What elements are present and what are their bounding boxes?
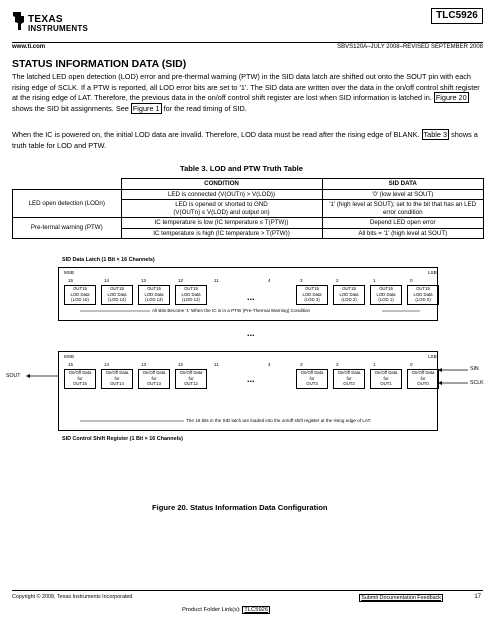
link-figure-20[interactable]: Figure 20 — [435, 93, 467, 102]
latch-cell-line: (LOD 12) — [182, 297, 200, 303]
bit-number: 1 — [373, 278, 376, 283]
bit-number: 0 — [410, 362, 413, 367]
part-number: TLC5926 — [431, 8, 483, 24]
shift-cell-line: On/Off Data — [105, 370, 129, 375]
bit-number: 2 — [336, 362, 339, 367]
row-ptw-label: Pre-termal warning (PTW) — [13, 218, 122, 239]
p1-text-c: for the read timing of SID. — [163, 103, 247, 113]
latch-cell-line: (LOD 0) — [415, 297, 431, 303]
sclk-arrow — [438, 381, 442, 385]
bit-number: 11 — [214, 362, 219, 367]
latch-lsb: LSB — [428, 270, 437, 275]
bit-number: 2 — [336, 278, 339, 283]
header-condition: CONDITION — [121, 179, 322, 190]
cell-lod-cond1: LED is connected (V(OUTn) > V(LOD)) — [121, 189, 322, 200]
shift-cell-line: for — [77, 375, 83, 381]
document-id: SBVS120A–JULY 2008–REVISED SEPTEMBER 2008 — [337, 44, 483, 50]
section-title: STATUS INFORMATION DATA (SID) — [12, 58, 187, 70]
shift-cell-line: for — [114, 375, 120, 381]
latch-cell-line: LOD Data — [413, 291, 433, 297]
figure-caption: Figure 20. Status Information Data Configuration — [152, 503, 328, 512]
cell-lod-cond2-b: (V(OUTn) ≤ V(LOD) and output on) — [173, 208, 270, 216]
bit-number: 3 — [300, 278, 303, 283]
shift-cell-line: OUT13 — [147, 381, 161, 387]
latch-cell-line: (LOD 15) — [71, 297, 89, 303]
latch-cell-line: OUT15 — [73, 286, 87, 291]
bit-number: 3 — [300, 362, 303, 367]
shift-cell-line: On/Off Data — [179, 370, 203, 375]
latch-title: SID Data Latch (1 Bit × 16 Channels) — [62, 257, 155, 263]
shift-cell-line: On/Off Data — [374, 370, 398, 375]
shift-cell-line: OUT12 — [184, 381, 198, 387]
shift-cell-line: for — [420, 375, 426, 381]
bit-number: 15 — [68, 278, 74, 283]
cell-ptw-cond2: IC temperature is high (IC temperature > T(PTW)) — [121, 228, 322, 239]
bit-number: 0 — [410, 278, 413, 283]
latch-cell-line: (LOD 13) — [145, 297, 163, 303]
latch-cell-line: OUT15 — [184, 286, 198, 291]
shift-cell-line: OUT1 — [380, 381, 392, 387]
latch-cell-line: LOD Data — [339, 291, 359, 297]
shift-cell-line: OUT15 — [73, 381, 87, 387]
bit-number: 4 — [268, 278, 271, 283]
shift-cell-line: OUT14 — [110, 381, 124, 387]
latch-cell-line: LOD Data — [107, 291, 127, 297]
bit-number: 15 — [68, 362, 74, 367]
load-note: The 16 bits in the SID latch are loaded into the on/off shift register at the rising edge of LAT. — [186, 418, 372, 423]
shift-cell-line: for — [188, 375, 194, 381]
link-table-3[interactable]: Table 3 — [423, 130, 448, 139]
latch-ellipsis: ... — [247, 292, 255, 302]
product-folder — [182, 607, 270, 613]
latch-cell-line: OUT15 — [342, 286, 356, 291]
logo-line1: TEXAS — [28, 14, 63, 25]
cell-lod-sid1: '0' (low level at SOUT) — [322, 189, 484, 200]
latch-cell-line: LOD Data — [144, 291, 164, 297]
shift-cell-line: On/Off Data — [142, 370, 166, 375]
latch-cell-line: (LOD 2) — [341, 297, 357, 303]
folder-link[interactable]: TLC5926 — [244, 607, 269, 613]
latch-cell-line: LOD Data — [181, 291, 201, 297]
latch-cell-line: LOD Data — [70, 291, 90, 297]
cell-ptw-cond1: IC temperature is low (IC temperature ≤ T(PTW)) — [121, 218, 322, 229]
latch-cell-line: (LOD 3) — [304, 297, 320, 303]
ptw-note: All Bits Become '1' When the IC is in a PTW (Pre-Thermal Warning) Condition — [152, 308, 311, 313]
sin-label: SIN — [470, 366, 479, 372]
shift-cell-line: OUT3 — [306, 381, 318, 387]
cell-ptw-sid2: All bits = '1' (high level at SOUT) — [322, 228, 484, 239]
folder-label: Product Folder Link(s): — [182, 607, 241, 613]
shift-cell-line: On/Off Data — [68, 370, 92, 375]
shift-title: SID Control Shift Register (1 Bit × 16 Channels) — [62, 436, 183, 442]
mid-ellipsis: ... — [247, 328, 255, 338]
shift-cell-line: On/Off Data — [411, 370, 435, 375]
latch-cell-line: LOD Data — [376, 291, 396, 297]
latch-cell-line: OUT15 — [379, 286, 393, 291]
sin-arrow — [438, 368, 442, 372]
p2-text-a: When the IC is powered on, the initial LOD data are invalid. Therefore, LOD data must be read after the rising edge of BLANK. — [12, 130, 420, 139]
footer-rule — [12, 590, 483, 591]
cell-ptw-sid1: Depend LED open error — [322, 218, 484, 229]
bit-number: 4 — [268, 362, 271, 367]
cell-lod-cond2-a: LED is opened or shorted to GND — [175, 201, 268, 208]
cell-lod-sid2: '1' (high level at SOUT); set to the bit that has an LED error condition — [322, 200, 484, 218]
latch-msb: MSB — [64, 270, 74, 275]
shift-ellipsis: ... — [247, 374, 255, 384]
bit-number: 11 — [214, 278, 219, 283]
table-caption: Table 3. LOD and PTW Truth Table — [180, 164, 303, 173]
latch-cell-line: LOD Data — [302, 291, 322, 297]
shift-cell-line: for — [383, 375, 389, 381]
sout-arrow — [26, 374, 30, 378]
logo-line2: INSTRUMENTS — [28, 24, 88, 33]
header-sid-data: SID DATA — [322, 179, 484, 190]
p1-text-a: The latched LED open detection (LOD) error and pre-thermal warning (PTW) in the SID data latch are shifted out onto the SOUT pin with each rising edge of SCLK. If a PTW is reported, all LOD error bits are set to '1'. The SID data are written over the data in the on/off control shift register at the rising edge of LAT. Therefore, the previous data in the on/off control shift register are lost when SID information is latched in. — [12, 72, 480, 102]
latch-cell-line: OUT15 — [305, 286, 319, 291]
link-figure-1[interactable]: Figure 1 — [132, 103, 160, 113]
shift-cell-line: OUT0 — [417, 381, 429, 387]
bit-number: 13 — [141, 362, 147, 367]
shift-lsb: LSB — [428, 354, 437, 359]
latch-cell-line: OUT15 — [147, 286, 161, 291]
shift-cell-line: for — [346, 375, 352, 381]
feedback-link[interactable]: Submit Documentation Feedback — [361, 595, 441, 601]
bit-number: 12 — [178, 278, 184, 283]
row-lod-label: LED open detection (LODn) — [13, 189, 122, 218]
sclk-label: SCLK — [470, 380, 484, 386]
bit-number: 13 — [141, 278, 147, 283]
latch-cell-line: OUT15 — [416, 286, 430, 291]
shift-cell-line: for — [309, 375, 315, 381]
latch-cell-line: OUT15 — [110, 286, 124, 291]
site-url[interactable]: www.ti.com — [12, 44, 46, 50]
shift-msb: MSB — [64, 354, 74, 359]
shift-cell-line: OUT2 — [343, 381, 355, 387]
page-number: 17 — [474, 594, 481, 600]
latch-cell-line: (LOD 1) — [378, 297, 394, 303]
bit-number: 14 — [104, 278, 110, 283]
latch-cell-line: (LOD 14) — [108, 297, 126, 303]
sout-label: SOUT — [6, 373, 21, 379]
shift-cell-line: On/Off Data — [300, 370, 324, 375]
copyright: Copyright © 2008, Texas Instruments Incorporated — [12, 594, 133, 600]
shift-cell-line: for — [151, 375, 157, 381]
shift-cell-line: On/Off Data — [337, 370, 361, 375]
bit-number: 12 — [178, 362, 184, 367]
bit-number: 14 — [104, 362, 110, 367]
p1-text-b: shows the SID bit assignments. See — [12, 103, 129, 113]
bit-number: 1 — [373, 362, 376, 367]
p2-text-b: shows a truth table for LOD and PTW. — [12, 130, 478, 150]
